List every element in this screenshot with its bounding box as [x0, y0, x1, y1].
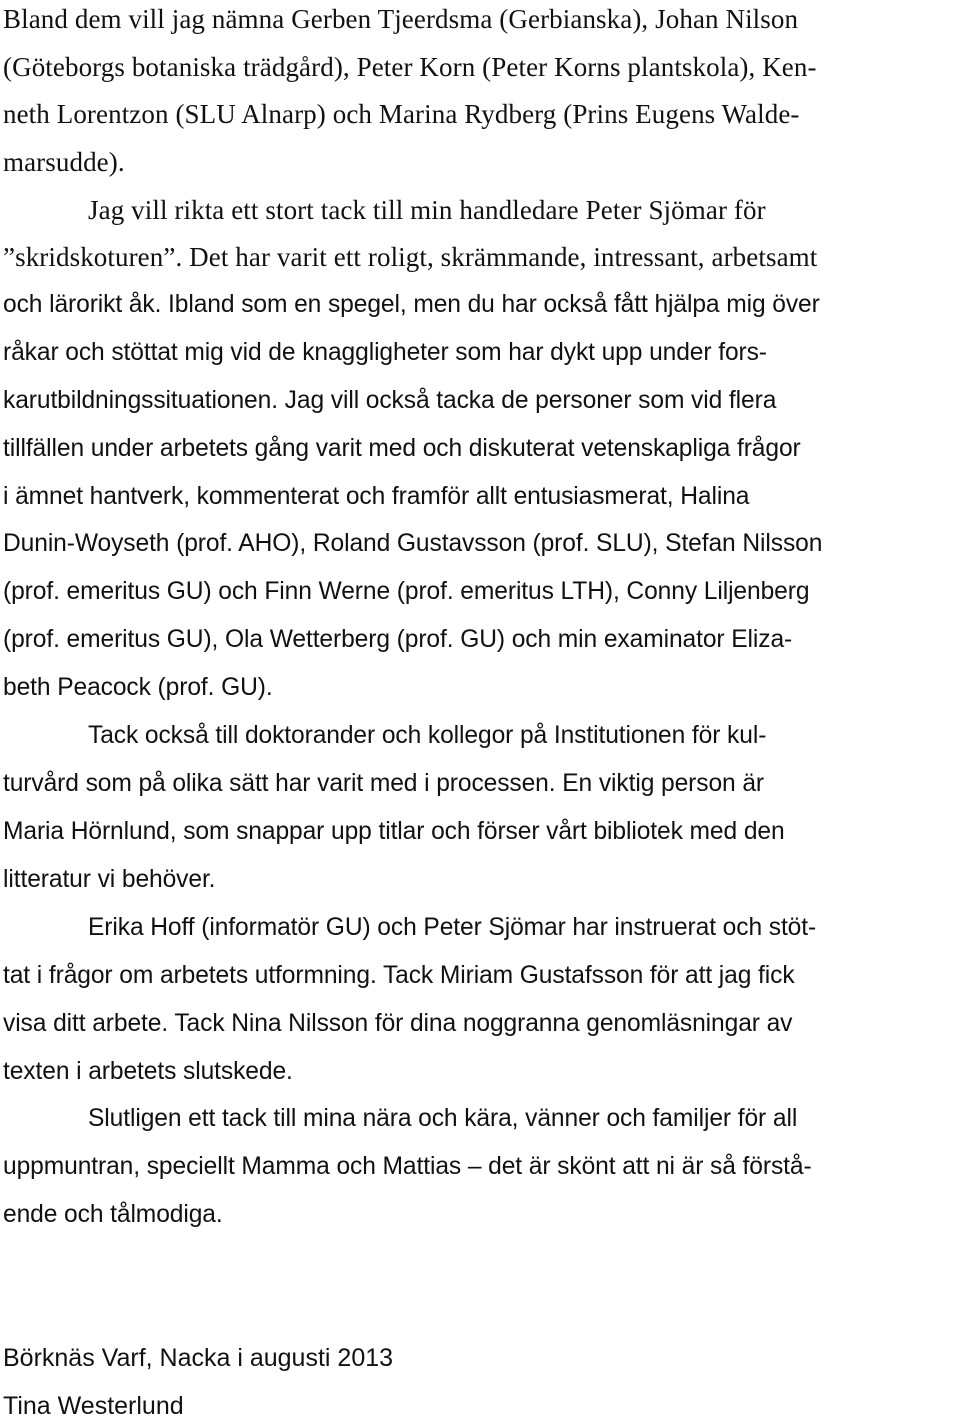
text-line: Maria Hörnlund, som snappar upp titlar och förser vårt bibliotek med den: [3, 818, 785, 845]
text-line: (prof. emeritus GU), Ola Wetterberg (prof. GU) och min examinator Eliza-: [3, 626, 793, 653]
text-line: neth Lorentzon (SLU Alnarp) och Marina Rydberg (Prins Eugens Walde-: [3, 99, 800, 129]
text-line: tillfällen under arbetets gång varit med och diskuterat vetenskapliga frågor: [3, 435, 801, 462]
text-line: Dunin-Woyseth (prof. AHO), Roland Gustavsson (prof. SLU), Stefan Nilsson: [3, 530, 823, 557]
text-line: visa ditt arbete. Tack Nina Nilsson för dina noggranna genomläsningar av: [3, 1010, 793, 1037]
text-line: turvård som på olika sätt har varit med i processen. En viktig person är: [3, 770, 765, 797]
text-line: tat i frågor om arbetets utformning. Tack Miriam Gustafsson för att jag fick: [3, 962, 795, 989]
text-line: och lärorikt åk. Ibland som en spegel, men du har också fått hjälpa mig över: [3, 291, 820, 318]
text-line: Slutligen ett tack till mina nära och kära, vänner och familjer för all: [88, 1105, 798, 1132]
text-line: litteratur vi behöver.: [3, 866, 216, 893]
text-line: ende och tålmodiga.: [3, 1201, 223, 1228]
text-line: marsudde).: [3, 147, 125, 177]
text-line: Jag vill rikta ett stort tack till min handledare Peter Sjömar för: [88, 195, 766, 225]
text-line: karutbildningssituationen. Jag vill också tacka de personer som vid flera: [3, 387, 777, 414]
text-line: beth Peacock (prof. GU).: [3, 674, 273, 701]
text-line: Bland dem vill jag nämna Gerben Tjeerdsma (Gerbianska), Johan Nilson: [3, 4, 799, 34]
text-line: (Göteborgs botaniska trädgård), Peter Korn (Peter Korns plantskola), Ken-: [3, 52, 817, 82]
author-name: Tina Westerlund: [3, 1392, 184, 1420]
text-line: (prof. emeritus GU) och Finn Werne (prof. emeritus LTH), Conny Liljenberg: [3, 578, 810, 605]
text-line: råkar och stöttat mig vid de knaggligheter som har dykt upp under fors-: [3, 339, 767, 366]
text-line: Tack också till doktorander och kollegor på Institutionen för kul-: [88, 722, 767, 749]
text-line: ”skridskoturen”. Det har varit ett roligt, skrämmande, intressant, arbetsamt: [3, 242, 818, 272]
text-line: Erika Hoff (informatör GU) och Peter Sjömar har instruerat och stöt-: [88, 914, 817, 941]
text-line: texten i arbetets slutskede.: [3, 1058, 293, 1085]
text-line: i ämnet hantverk, kommenterat och framför allt entusiasmerat, Halina: [3, 483, 750, 510]
text-line: uppmuntran, speciellt Mamma och Mattias – det är skönt att ni är så förstå-: [3, 1153, 812, 1180]
place-date: Börknäs Varf, Nacka i augusti 2013: [3, 1344, 394, 1372]
